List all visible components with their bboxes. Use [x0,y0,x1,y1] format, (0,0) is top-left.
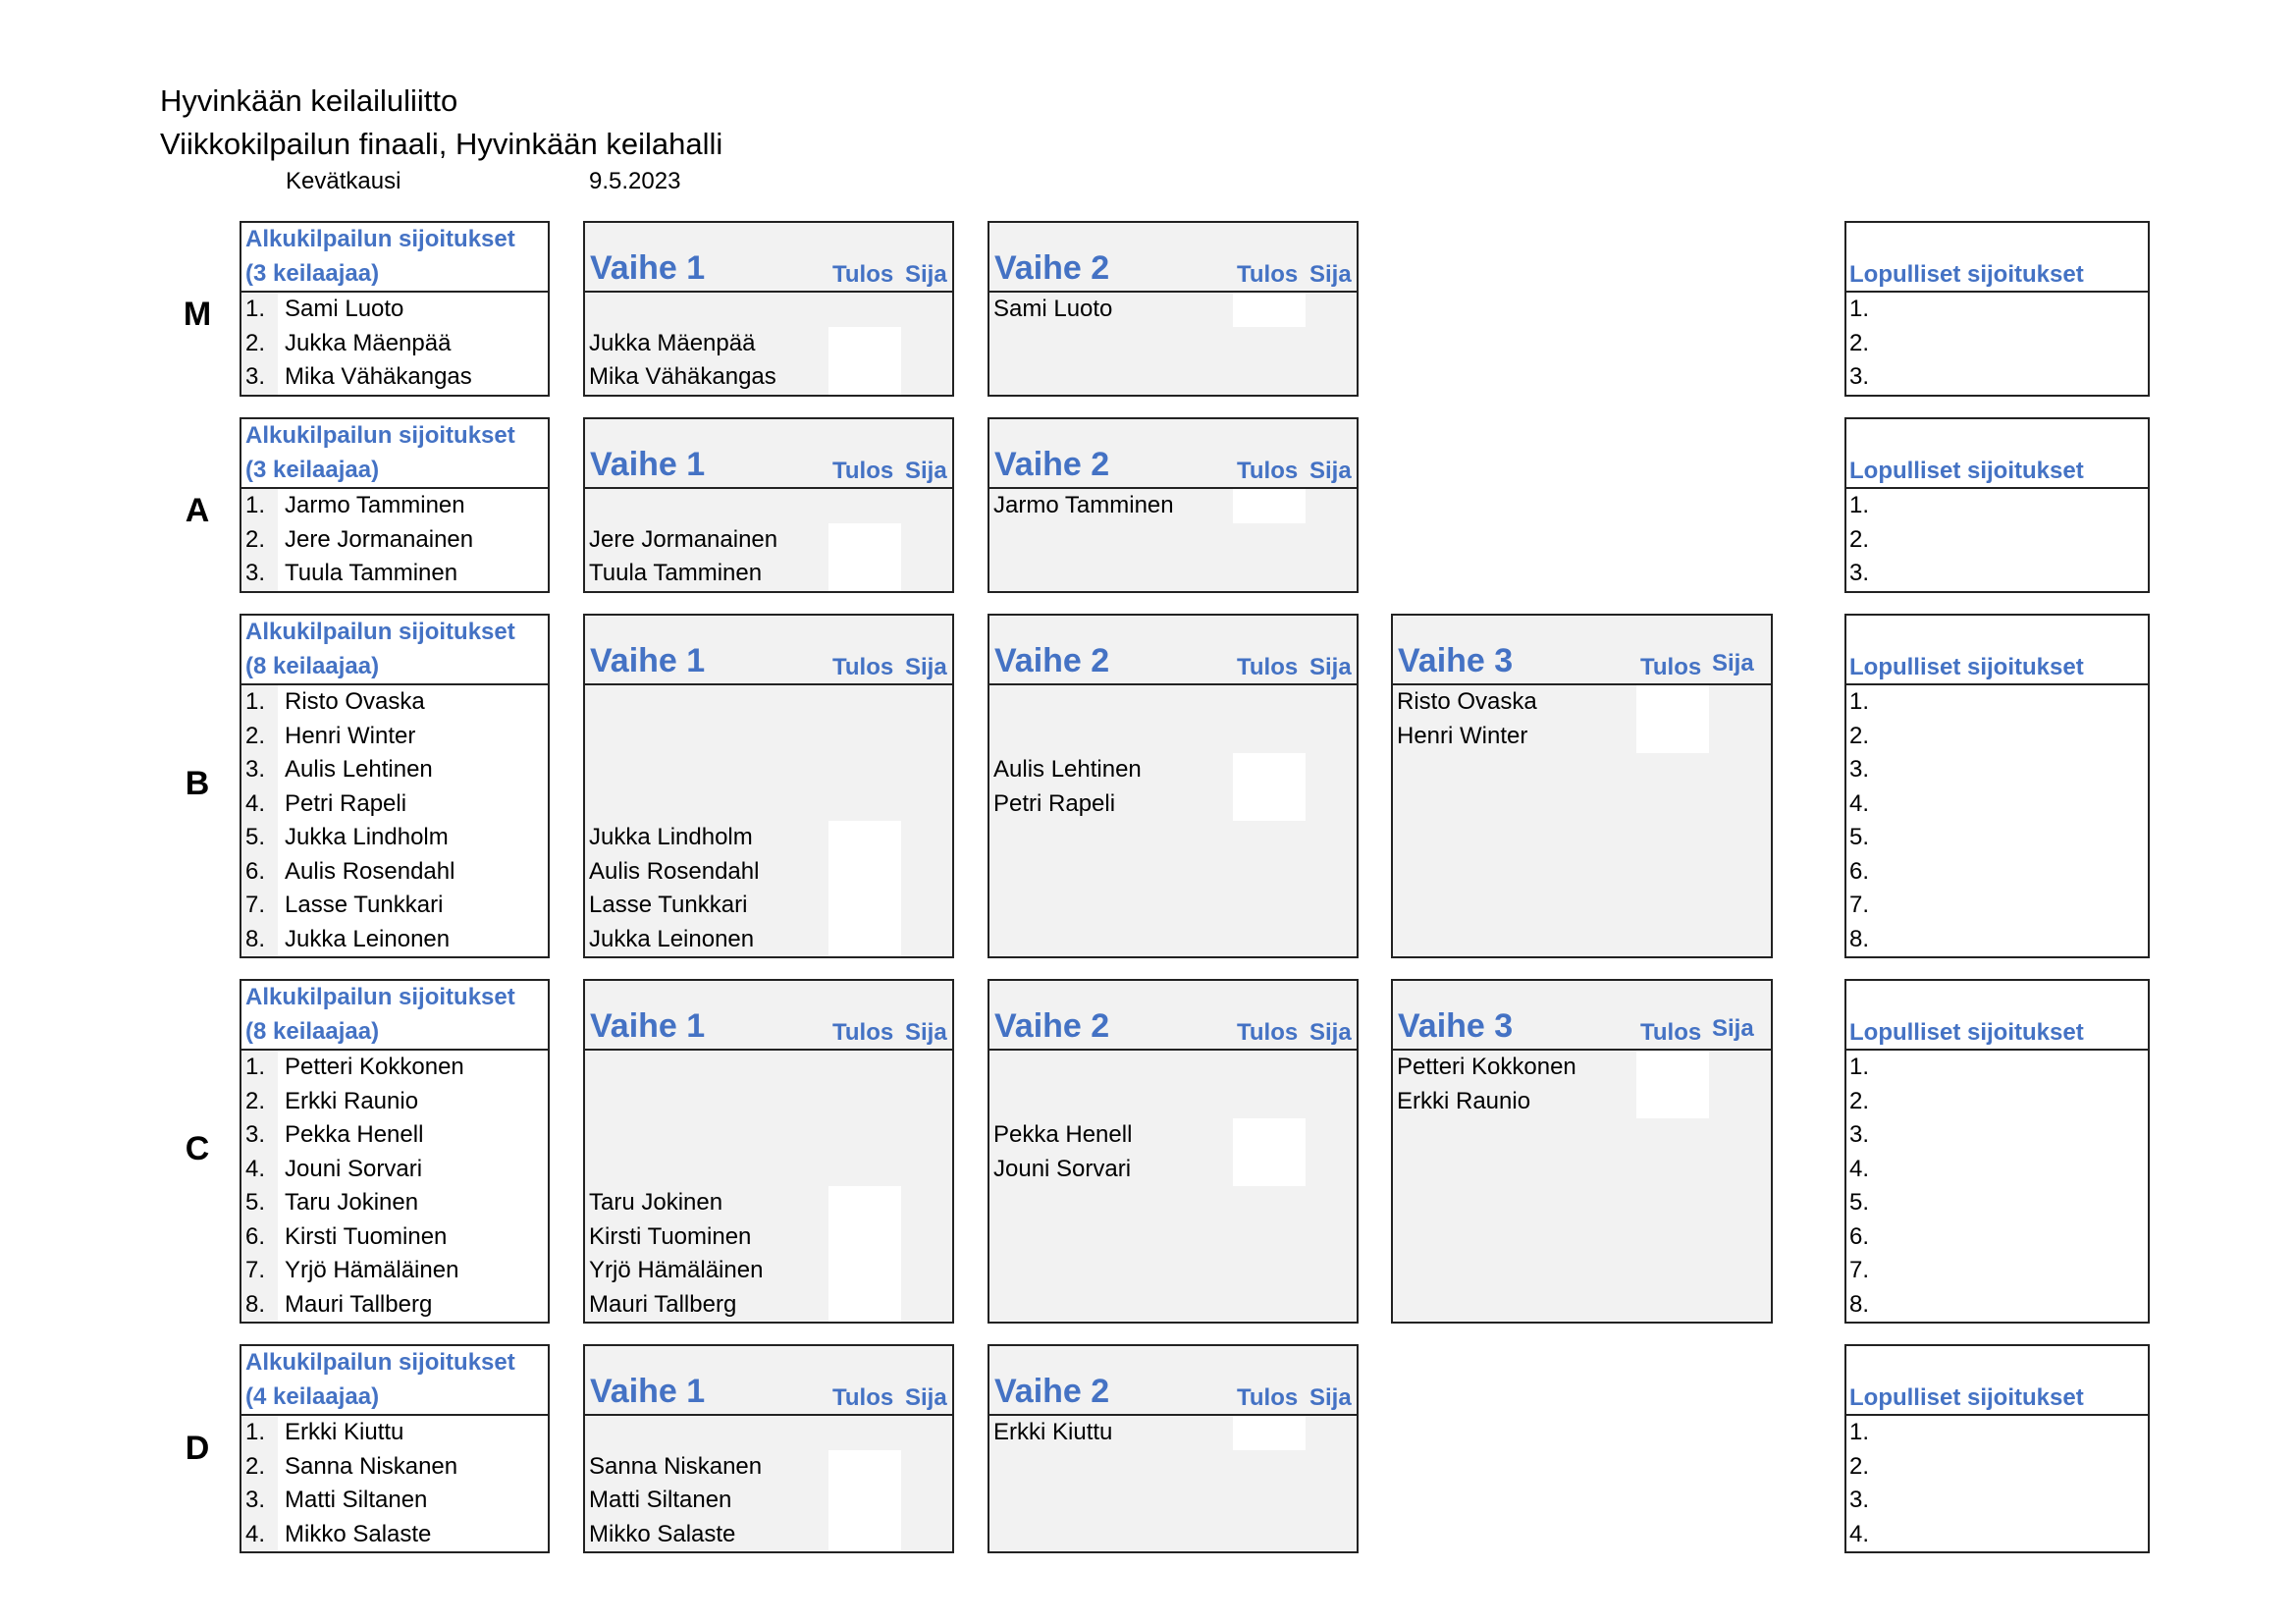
final-placements-box [1844,614,2150,958]
rank-column-header: Sija [1712,1015,1754,1042]
stage2-box [988,1344,1359,1553]
rank-column-header: Sija [905,261,947,288]
result-column-header: Tulos [1237,1384,1299,1411]
placement-number: 7. [1849,1257,1870,1283]
placement-number: 3. [1849,363,1870,390]
seed-name: Mika Vähäkangas [285,363,472,390]
stage2-box [988,221,1359,397]
final-title: Lopulliset sijoitukset [1849,654,2084,680]
stage1-title: Vaihe 1 [590,1007,706,1045]
stage2-header [989,616,1357,685]
seed-name: Jarmo Tamminen [285,492,465,518]
player-name: Henri Winter [1397,722,1528,749]
player-name: Jarmo Tamminen [993,492,1174,518]
bowler-count: (8 keilaajaa) [245,1018,380,1045]
placement-number: 3. [1849,560,1870,586]
placement-number: 7. [1849,892,1870,918]
season-label: Kevätkausi [286,168,401,194]
qualification-box [240,221,550,397]
bowler-count: (8 keilaajaa) [245,653,380,679]
result-column-header: Tulos [1640,654,1702,680]
player-name: Jukka Leinonen [589,925,755,952]
result-input[interactable] [1233,1118,1306,1186]
player-name: Petteri Kokkonen [1397,1054,1576,1080]
player-name: Kirsti Tuominen [589,1222,752,1250]
event-date: 9.5.2023 [589,168,681,194]
stage2-header [989,981,1357,1051]
player-name: Jukka Lindholm [589,824,753,850]
seed-name: Sanna Niskanen [285,1452,458,1480]
seed-number: 2. [241,720,278,754]
seed-number: 2. [241,523,278,558]
stage1-title: Vaihe 1 [590,249,706,287]
final-title: Lopulliset sijoitukset [1849,458,2084,484]
stage1-box [583,417,954,593]
seed-name: Taru Jokinen [285,1189,419,1216]
player-name: Aulis Lehtinen [993,756,1142,783]
stage3-box [1391,614,1773,958]
stage1-header [585,1346,952,1416]
final-title: Lopulliset sijoitukset [1849,261,2084,288]
seed-number: 6. [241,1220,278,1255]
final-placements-box [1844,417,2150,593]
placement-number: 2. [1849,722,1870,749]
final-header [1846,223,2148,293]
seed-number: 4. [241,787,278,822]
qualification-header [241,981,548,1051]
result-column-header: Tulos [1237,261,1299,288]
placement-number: 8. [1849,1290,1870,1318]
stage3-header [1393,616,1771,685]
seed-number: 8. [241,1288,278,1323]
player-name: Mauri Tallberg [589,1290,737,1318]
seed-name: Risto Ovaska [285,688,425,715]
stage3-title: Vaihe 3 [1398,642,1514,679]
stage1-box [583,614,954,958]
placement-number: 2. [1849,1452,1870,1480]
result-input[interactable] [828,1186,901,1322]
placement-number: 1. [1849,688,1870,715]
stage2-box [988,614,1359,958]
stage2-header [989,1346,1357,1416]
result-input[interactable] [1233,753,1306,821]
qualification-title: Alkukilpailun sijoitukset [245,984,515,1010]
placement-number: 6. [1849,1222,1870,1250]
stage2-title: Vaihe 2 [994,1373,1110,1410]
result-input[interactable] [828,327,901,395]
seed-name: Lasse Tunkkari [285,892,444,918]
seed-number: 2. [241,327,278,361]
seed-number: 1. [241,685,278,720]
player-name: Jere Jormanainen [589,525,778,553]
player-name: Taru Jokinen [589,1189,723,1216]
seed-number: 2. [241,1085,278,1119]
result-input[interactable] [828,523,901,591]
stage2-title: Vaihe 2 [994,249,1110,287]
result-input[interactable] [828,1450,901,1552]
placement-number: 1. [1849,296,1870,322]
seed-name: Aulis Lehtinen [285,756,433,783]
bowler-count: (3 keilaajaa) [245,260,380,287]
stage2-box [988,417,1359,593]
player-name: Mikko Salaste [589,1520,736,1547]
bowler-count: (3 keilaajaa) [245,457,380,483]
qualification-title: Alkukilpailun sijoitukset [245,619,515,645]
placement-number: 3. [1849,756,1870,783]
stage1-box [583,979,954,1324]
seed-name: Aulis Rosendahl [285,857,455,885]
qualification-box [240,614,550,958]
qualification-header [241,1346,548,1416]
result-input[interactable] [1233,293,1306,327]
stage1-header [585,419,952,489]
final-title: Lopulliset sijoitukset [1849,1384,2084,1411]
player-name: Petri Rapeli [993,789,1116,817]
stage1-title: Vaihe 1 [590,642,706,679]
seed-number: 5. [241,1186,278,1220]
seed-name: Matti Siltanen [285,1487,428,1513]
seed-name: Jouni Sorvari [285,1155,423,1182]
stage1-box [583,221,954,397]
seed-number: 7. [241,1254,278,1288]
result-input[interactable] [1636,685,1709,753]
stage2-header [989,419,1357,489]
qualification-box [240,1344,550,1553]
player-name: Yrjö Hämäläinen [589,1257,764,1283]
stage3-title: Vaihe 3 [1398,1007,1514,1045]
seed-name: Mauri Tallberg [285,1290,433,1318]
result-input[interactable] [1233,1416,1306,1450]
result-input[interactable] [828,821,901,956]
stage2-title: Vaihe 2 [994,1007,1110,1045]
result-column-header: Tulos [1237,1019,1299,1046]
seed-name: Pekka Henell [285,1121,424,1148]
seed-number: 6. [241,855,278,890]
seed-name: Mikko Salaste [285,1520,432,1547]
rank-column-header: Sija [905,654,947,680]
placement-number: 3. [1849,1487,1870,1513]
placement-number: 4. [1849,1520,1870,1547]
placement-number: 1. [1849,1054,1870,1080]
stage1-header [585,223,952,293]
seed-number: 1. [241,293,278,327]
rank-column-header: Sija [905,1384,947,1411]
final-title: Lopulliset sijoitukset [1849,1019,2084,1046]
player-name: Jouni Sorvari [993,1155,1132,1182]
qualification-header [241,419,548,489]
seed-number: 4. [241,1153,278,1187]
seed-name: Yrjö Hämäläinen [285,1257,459,1283]
seed-number: 7. [241,889,278,923]
seed-name: Tuula Tamminen [285,560,458,586]
final-header [1846,419,2148,489]
stage1-title: Vaihe 1 [590,446,706,483]
qualification-box [240,979,550,1324]
seed-number: 8. [241,923,278,957]
final-header [1846,616,2148,685]
result-input[interactable] [1233,489,1306,523]
stage3-box [1391,979,1773,1324]
player-name: Tuula Tamminen [589,560,763,586]
final-placements-box [1844,221,2150,397]
stage2-box [988,979,1359,1324]
placement-number: 2. [1849,329,1870,356]
player-name: Erkki Kiuttu [993,1419,1113,1445]
bowler-count: (4 keilaajaa) [245,1383,380,1410]
placement-number: 1. [1849,1419,1870,1445]
seed-number: 1. [241,489,278,523]
rank-column-header: Sija [1309,1384,1352,1411]
document-subtitle: Viikkokilpailun finaali, Hyvinkään keilahalli [160,127,723,161]
seed-name: Jukka Mäenpää [285,329,452,356]
placement-number: 5. [1849,1189,1870,1216]
stage1-box [583,1344,954,1553]
placement-number: 5. [1849,824,1870,850]
seed-number: 3. [241,360,278,395]
player-name: Risto Ovaska [1397,688,1537,715]
seed-name: Jere Jormanainen [285,525,474,553]
stage2-title: Vaihe 2 [994,642,1110,679]
player-name: Aulis Rosendahl [589,857,760,885]
seed-name: Erkki Kiuttu [285,1419,404,1445]
rank-column-header: Sija [1309,654,1352,680]
qualification-title: Alkukilpailun sijoitukset [245,226,515,252]
placement-number: 4. [1849,789,1870,817]
seed-name: Erkki Raunio [285,1087,419,1114]
seed-name: Petteri Kokkonen [285,1054,464,1080]
stage1-title: Vaihe 1 [590,1373,706,1410]
seed-name: Henri Winter [285,722,416,749]
seed-number: 3. [241,1118,278,1153]
stage1-header [585,616,952,685]
seed-number: 3. [241,1484,278,1518]
seed-name: Kirsti Tuominen [285,1222,448,1250]
result-column-header: Tulos [1237,654,1299,680]
placement-number: 2. [1849,525,1870,553]
rank-column-header: Sija [1309,261,1352,288]
document-title: Hyvinkään keilailuliitto [160,83,458,118]
player-name: Matti Siltanen [589,1487,732,1513]
result-column-header: Tulos [832,261,894,288]
result-input[interactable] [1636,1051,1709,1118]
qualification-title: Alkukilpailun sijoitukset [245,422,515,449]
final-placements-box [1844,979,2150,1324]
stage2-header [989,223,1357,293]
seed-number: 5. [241,821,278,855]
seed-name: Petri Rapeli [285,789,407,817]
qualification-header [241,223,548,293]
placement-number: 4. [1849,1155,1870,1182]
seed-name: Jukka Leinonen [285,925,451,952]
player-name: Mika Vähäkangas [589,363,776,390]
qualification-header [241,616,548,685]
player-name: Lasse Tunkkari [589,892,748,918]
seed-name: Jukka Lindholm [285,824,449,850]
player-name: Pekka Henell [993,1121,1133,1148]
result-column-header: Tulos [832,1384,894,1411]
player-name: Jukka Mäenpää [589,329,756,356]
result-column-header: Tulos [832,654,894,680]
placement-number: 6. [1849,857,1870,885]
rank-column-header: Sija [1712,650,1754,677]
group-label: B [185,765,210,802]
rank-column-header: Sija [905,458,947,484]
placement-number: 2. [1849,1087,1870,1114]
seed-number: 2. [241,1450,278,1485]
result-column-header: Tulos [832,458,894,484]
rank-column-header: Sija [1309,458,1352,484]
stage2-title: Vaihe 2 [994,446,1110,483]
player-name: Sami Luoto [993,296,1113,322]
group-label: C [185,1130,210,1167]
seed-number: 1. [241,1051,278,1085]
final-placements-box [1844,1344,2150,1553]
rank-column-header: Sija [1309,1019,1352,1046]
placement-number: 8. [1849,925,1870,952]
seed-number: 3. [241,753,278,787]
seed-number: 1. [241,1416,278,1450]
qualification-box [240,417,550,593]
player-name: Erkki Raunio [1397,1087,1531,1114]
seed-number: 4. [241,1518,278,1552]
final-header [1846,1346,2148,1416]
seed-name: Sami Luoto [285,296,404,322]
group-label: M [183,296,212,333]
stage3-header [1393,981,1771,1051]
placement-number: 1. [1849,492,1870,518]
rank-column-header: Sija [905,1019,947,1046]
stage1-header [585,981,952,1051]
result-column-header: Tulos [1237,458,1299,484]
qualification-title: Alkukilpailun sijoitukset [245,1349,515,1376]
group-label: D [185,1430,210,1467]
group-label: A [185,492,210,529]
result-column-header: Tulos [832,1019,894,1046]
placement-number: 3. [1849,1121,1870,1148]
final-header [1846,981,2148,1051]
result-column-header: Tulos [1640,1019,1702,1046]
seed-number: 3. [241,557,278,591]
player-name: Sanna Niskanen [589,1452,763,1480]
